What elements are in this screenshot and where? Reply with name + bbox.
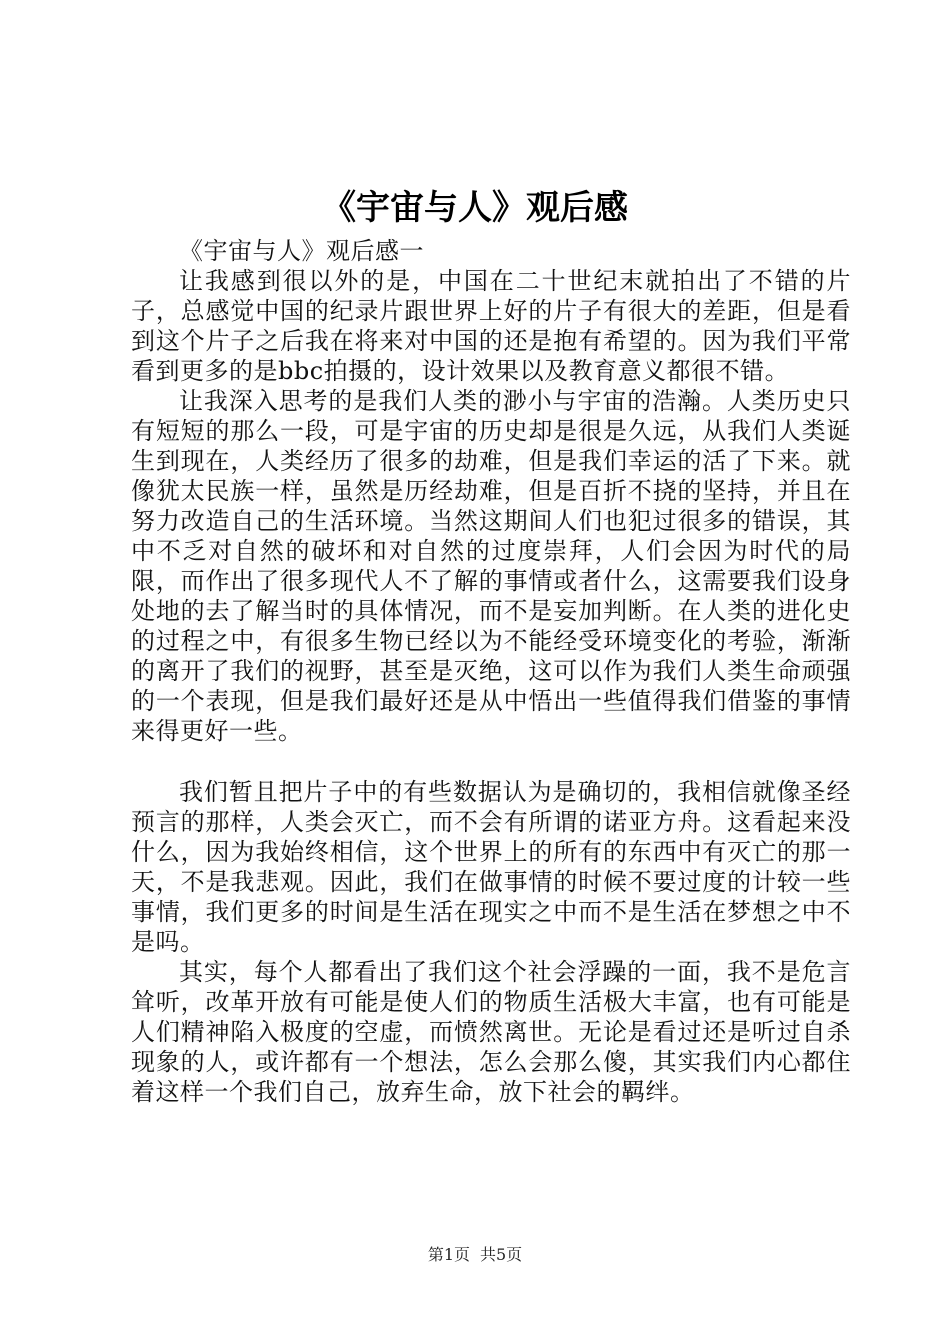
page-footer (0, 1244, 950, 1266)
page-total: 共5页 (480, 1245, 523, 1264)
paragraph: 让我感到很以外的是，中国在二十世纪末就拍出了不错的片子，总感觉中国的纪录片跟世界上好的片子有很大的差距，但是看到这个片子之后我在将来对中国的还是抱有希望的。因为我们平常看到更多的是bbc拍摄的，设计效果以及教育意义都很不错。 (131, 267, 851, 385)
document-title: 《宇宙与人》观后感 (322, 188, 628, 228)
document-subtitle: 《宇宙与人》观后感一 (179, 237, 424, 265)
paragraph: 让我深入思考的是我们人类的渺小与宇宙的浩瀚。人类历史只有短短的那么一段，可是宇宙的历史却是很是久远，从我们人类诞生到现在，人类经历了很多的劫难，但是我们幸运的活了下来。就像犹太民族一样，虽然是历经劫难，但是百折不挠的坚持，并且在努力改造自己的生活环境。当然这期间人们也犯过很多的错误，其中不乏对自然的破坏和对自然的过度崇拜，人们会因为时代的局限，而作出了很多现代人不了解的事情或者什么，这需要我们设身处地的去了解当时的具体情况，而不是妄加判断。在人类的进化史的过程之中，有很多生物已经以为不能经受环境变化的考验，渐渐的离开了我们的视野，甚至是灭绝，这可以作为我们人类生命顽强的一个表现，但是我们最好还是从中悟出一些值得我们借鉴的事情来得更好一些。 (131, 387, 851, 745)
paragraph: 我们暂且把片子中的有些数据认为是确切的，我相信就像圣经预言的那样，人类会灭亡，而不会有所谓的诺亚方舟。这看起来没什么，因为我始终相信，这个世界上的所有的东西中有灭亡的那一天，不是我悲观。因此，我们在做事情的时候不要过度的计较一些事情，我们更多的时间是生活在现实之中而不是生活在梦想之中不是吗。 (131, 778, 851, 956)
document-body (131, 236, 851, 1107)
page-number: 第1页 (427, 1245, 470, 1264)
paragraph: 其实，每个人都看出了我们这个社会浮躁的一面，我不是危言耸听，改革开放有可能是使人们的物质生活极大丰富，也有可能是人们精神陷入极度的空虚，而愤然离世。无论是看过还是听过自杀现象的人，或许都有一个想法，怎么会那么傻，其实我们内心都住着这样一个我们自己，放弃生命，放下社会的羁绊。 (131, 958, 851, 1106)
